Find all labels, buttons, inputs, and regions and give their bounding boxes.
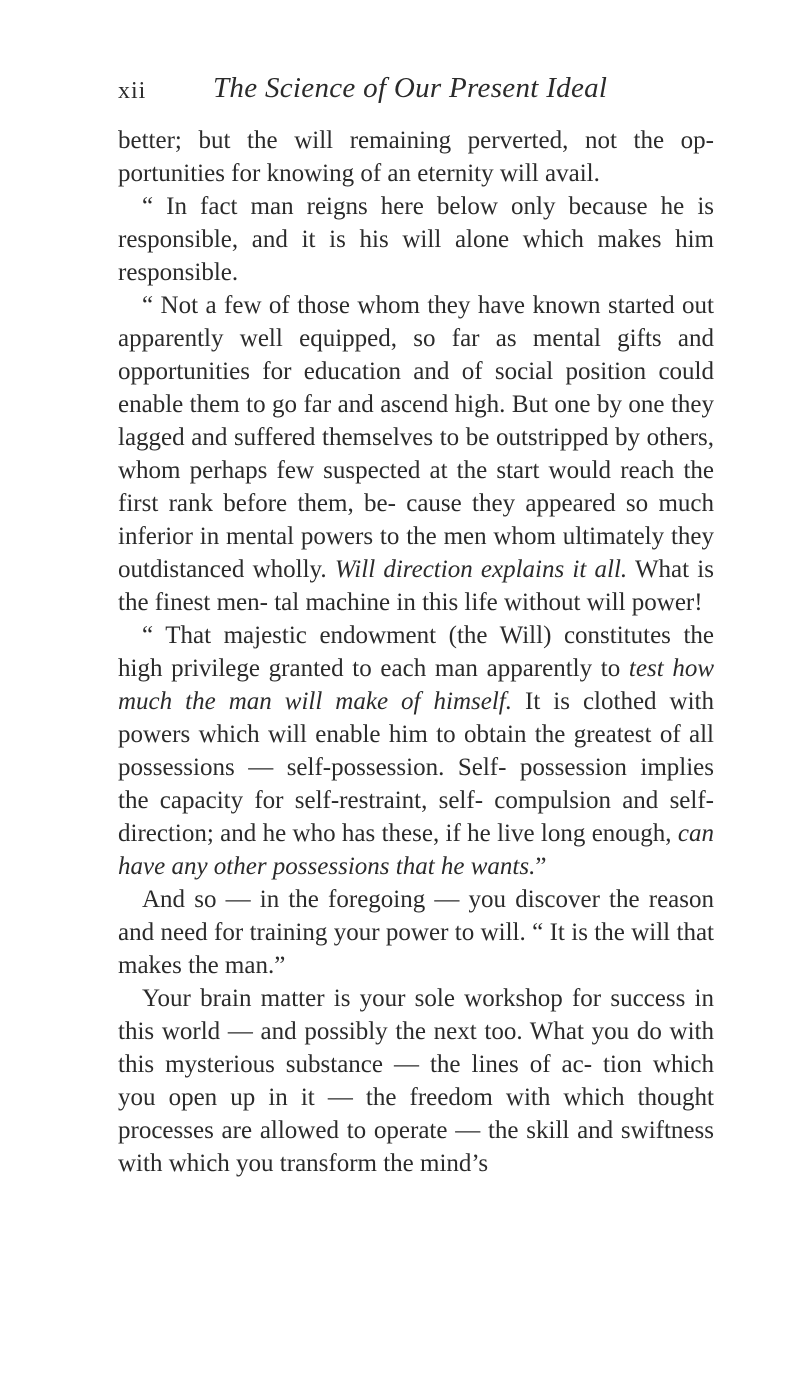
italic-text: Will direction explains it all. xyxy=(334,556,628,583)
book-page xyxy=(118,72,714,1180)
paragraph xyxy=(118,982,714,1180)
page-number: xii xyxy=(118,78,147,104)
italic-text: test how much the man will make of himself. xyxy=(118,655,714,715)
text-run: “ Not a few of those whom they have known started out apparently well equipped, so far as mental gifts and opportunities for education and of social position could enable them to go far and ascend high. But one by one they lagged and suffered themselves to be outstripped by others, whom perhaps few suspected at the start would reach the first rank before them, be- cause they appeared so much inferior in mental powers to the men whom ultimately they outdistanced wholly. xyxy=(118,292,714,583)
text-run: ” xyxy=(535,853,547,880)
text-run: It is clothed with powers which will enable him to obtain the greatest of all possessions — self-possession. Self- possession implies the capacity for self-restraint, self- compulsion and self-direction; and he who has these, if he live long enough, xyxy=(118,688,714,847)
italic-text: can have any other possessions that he wants. xyxy=(118,820,714,880)
text-run: better; but the will remaining perverted, not the op- portunities for knowing of an eternity will avail. xyxy=(118,127,714,187)
text-run: “ That majestic endowment (the Will) constitutes the high privilege granted to each man apparently to xyxy=(118,622,714,682)
text-run: And so — in the foregoing — you discover the reason and need for training your power to will. “ It is the will that makes the man.” xyxy=(118,886,714,979)
text-run: Your brain matter is your sole workshop for success in this world — and possibly the next too. What you do with this mysterious substance — the lines of ac- tion which you open up in it — the freedom with which thought processes are allowed to operate — the skill and swiftness with which you transform the mind’s xyxy=(118,985,714,1177)
paragraph xyxy=(118,190,714,289)
paragraph xyxy=(118,883,714,982)
text-run: “ In fact man reigns here below only because he is responsible, and it is his will alone which makes him responsible. xyxy=(118,193,714,286)
paragraph xyxy=(118,619,714,883)
running-head: The Science of Our Present Ideal xyxy=(213,72,608,104)
page-header xyxy=(118,72,714,118)
paragraph xyxy=(118,124,714,190)
paragraph xyxy=(118,289,714,619)
body-text xyxy=(118,124,714,1180)
text-run: What is the finest men- tal machine in this life without will power! xyxy=(118,556,714,616)
